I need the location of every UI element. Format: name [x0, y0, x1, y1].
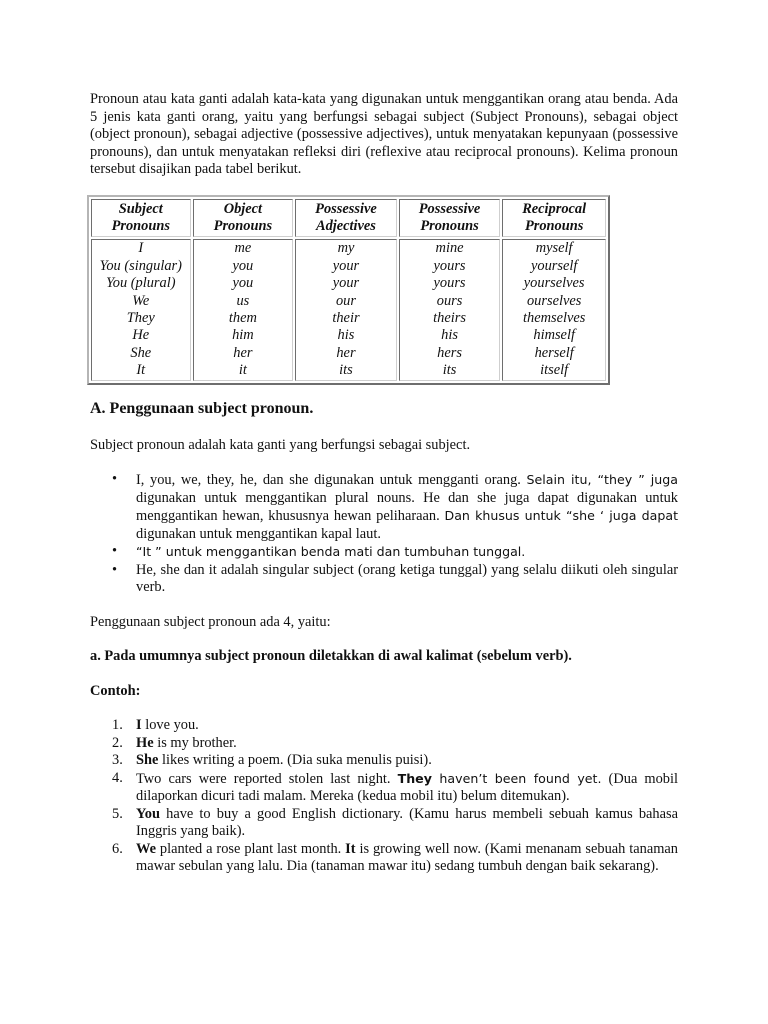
header-line: Subject [118, 200, 163, 217]
table-cell: You (singular) [99, 257, 182, 274]
header-line: Reciprocal [522, 200, 587, 217]
pronoun-bold: He [136, 734, 154, 751]
table-cell: mine [435, 240, 464, 257]
example-list [90, 717, 678, 876]
table-cell: it [238, 362, 247, 379]
list-item [112, 543, 678, 562]
pronoun-bold: It [345, 840, 356, 857]
header-possessive-adjectives [295, 199, 397, 238]
table-cell: itself [540, 362, 569, 379]
list-item [112, 734, 678, 753]
header-line: Adjectives [315, 217, 376, 234]
table-cell: your [332, 257, 360, 274]
header-line: Pronouns [213, 217, 273, 234]
example-text: (Dua mobil dilaporkan dicuri tadi malam. Mereka (kedua mobil itu) belum ditemukan). [136, 770, 678, 805]
list-number: 4. [112, 769, 123, 786]
table-cell: himself [533, 327, 575, 344]
bullet-text: Dan khusus untuk “she ‘ juga dapat [444, 508, 679, 524]
list-item [112, 561, 678, 597]
bullet-glyph: • [112, 561, 118, 578]
header-line: Pronouns [111, 217, 170, 234]
list-item [112, 805, 678, 841]
table-cell: you [232, 275, 254, 292]
table-cell: I [138, 240, 144, 257]
table-cell: him [232, 327, 254, 344]
pronoun-bold: We [136, 840, 156, 857]
contoh-label: Contoh: [90, 682, 141, 699]
example-text-sans [398, 771, 602, 786]
table-cell: its [442, 362, 457, 379]
usage-count-text: Penggunaan subject pronoun ada 4, yaitu: [90, 613, 331, 630]
list-item [112, 769, 678, 806]
pronoun-bold: I [136, 717, 142, 734]
document-page [90, 91, 678, 876]
column-reciprocal-pronouns [502, 239, 606, 380]
table-cell: It [136, 362, 146, 379]
table-cell: its [339, 362, 353, 379]
table-cell: their [332, 309, 360, 326]
bullet-glyph: • [112, 543, 118, 560]
column-possessive-pronouns [399, 239, 501, 380]
bullet-text: He, she dan it adalah singular subject (orang ketiga tunggal) yang selalu diikuti oleh singular verb. [136, 561, 678, 596]
pronoun-bold: They [397, 770, 432, 786]
example-text: is growing well now. (Kami menanam sebuah tanaman mawar sebulan yang lalu. Dia (tanaman mawar itu) sedang tumbuh dengan baik sekarang). [136, 840, 678, 875]
header-possessive-pronouns [399, 199, 501, 238]
list-number: 2. [112, 734, 123, 751]
column-object-pronouns [193, 239, 294, 380]
example-text: love you. [141, 717, 199, 734]
pronoun-bold: You [136, 805, 160, 822]
table-cell: her [336, 344, 356, 361]
table-cell: You (plural) [106, 275, 176, 292]
table-cell: your [332, 275, 360, 292]
header-object-pronouns [193, 199, 294, 238]
table-cell: us [236, 292, 250, 309]
table-cell: yours [433, 275, 466, 292]
example-text: planted a rose plant last month. [155, 840, 346, 857]
header-reciprocal-pronouns [502, 199, 606, 238]
table-cell: He [132, 327, 150, 344]
bullet-text: “It ” untuk menggantikan benda mati dan tumbuhan tunggal. [136, 544, 526, 560]
header-line: Pronouns [420, 217, 479, 234]
list-number: 6. [112, 840, 123, 857]
table-header-row [91, 199, 606, 238]
table-cell: you [232, 257, 254, 274]
table-cell: myself [535, 240, 573, 257]
example-text: is my brother. [153, 734, 237, 751]
pronoun-table [87, 195, 610, 385]
table-cell: our [335, 292, 356, 309]
table-cell: his [337, 327, 355, 344]
section-a-heading: A. Penggunaan subject pronoun. [90, 399, 314, 417]
bullet-text: digunakan untuk menggantikan kapal laut. [136, 525, 381, 542]
table-cell: She [130, 344, 152, 361]
table-cell: ourselves [526, 292, 582, 309]
example-text: Two cars were reported stolen last night. [136, 770, 398, 787]
bullet-text: digunakan untuk menggantikan plural nouns. He dan she juga dapat digunakan untuk menggantikan hewan, khususnya hewan peliharaan. [136, 489, 678, 525]
list-item [112, 840, 678, 876]
table-cell: yours [433, 257, 466, 274]
table-cell: We [132, 292, 150, 309]
table-cell: They [126, 309, 155, 326]
bullet-glyph: • [112, 471, 118, 488]
list-number: 5. [112, 805, 123, 822]
table-cell: me [234, 240, 252, 257]
table-cell: her [233, 344, 253, 361]
table-cell: themselves [523, 309, 586, 326]
list-number: 3. [112, 752, 123, 769]
example-text: haven’t been found yet. [431, 770, 602, 786]
list-item [112, 717, 678, 735]
list-number: 1. [112, 717, 123, 734]
list-item [112, 471, 679, 543]
table-cell: herself [534, 344, 574, 361]
table-cell: hers [437, 344, 462, 361]
header-line: Possessive [418, 200, 481, 217]
column-subject-pronouns [91, 239, 191, 380]
bullet-text: Selain itu, “they ” juga [526, 472, 678, 488]
table-cell: them [228, 309, 257, 326]
usage-bullet-list [90, 471, 678, 597]
table-cell: yourself [530, 257, 578, 274]
table-cell: yourselves [523, 275, 585, 292]
example-text: likes writing a poem. (Dia suka menulis puisi). [158, 752, 432, 769]
bullet-text: I, you, we, they, he, dan she digunakan untuk mengganti orang. [136, 472, 527, 489]
pronoun-bold: She [136, 752, 159, 769]
header-subject-pronouns [91, 199, 191, 238]
table-cell: my [337, 240, 355, 257]
list-item [112, 752, 678, 770]
rule-a-heading: a. Pada umumnya subject pronoun diletakkan di awal kalimat (sebelum verb). [90, 648, 572, 665]
example-text: have to buy a good English dictionary. (Kamu harus membeli sebuah kamus bahasa Inggris yang baik). [136, 805, 678, 840]
table-cell: theirs [433, 309, 466, 326]
column-possessive-adjectives [295, 239, 397, 380]
table-cell: ours [436, 292, 463, 309]
subject-pronoun-definition: Subject pronoun adalah kata ganti yang berfungsi sebagai subject. [90, 436, 471, 453]
header-line: Pronouns [524, 217, 584, 234]
table-body-row [91, 239, 606, 380]
intro-paragraph: Pronoun atau kata ganti adalah kata-kata yang digunakan untuk menggantikan orang atau benda. Ada 5 jenis kata ganti orang, yaitu yang berfungsi sebagai subject (Subject Pronouns), sebagai object (object pronoun), sebagai adjective (possessive adjectives), untuk menyatakan kepunyaan (possessive pronouns), dan untuk menyatakan refleksi diri (reflexive atau reciprocal pronouns). Kelima pronoun tersebut disajikan pada tabel berikut. [90, 91, 678, 177]
header-line: Possessive [315, 200, 377, 217]
header-line: Object [223, 200, 263, 217]
table-cell: his [441, 327, 458, 344]
